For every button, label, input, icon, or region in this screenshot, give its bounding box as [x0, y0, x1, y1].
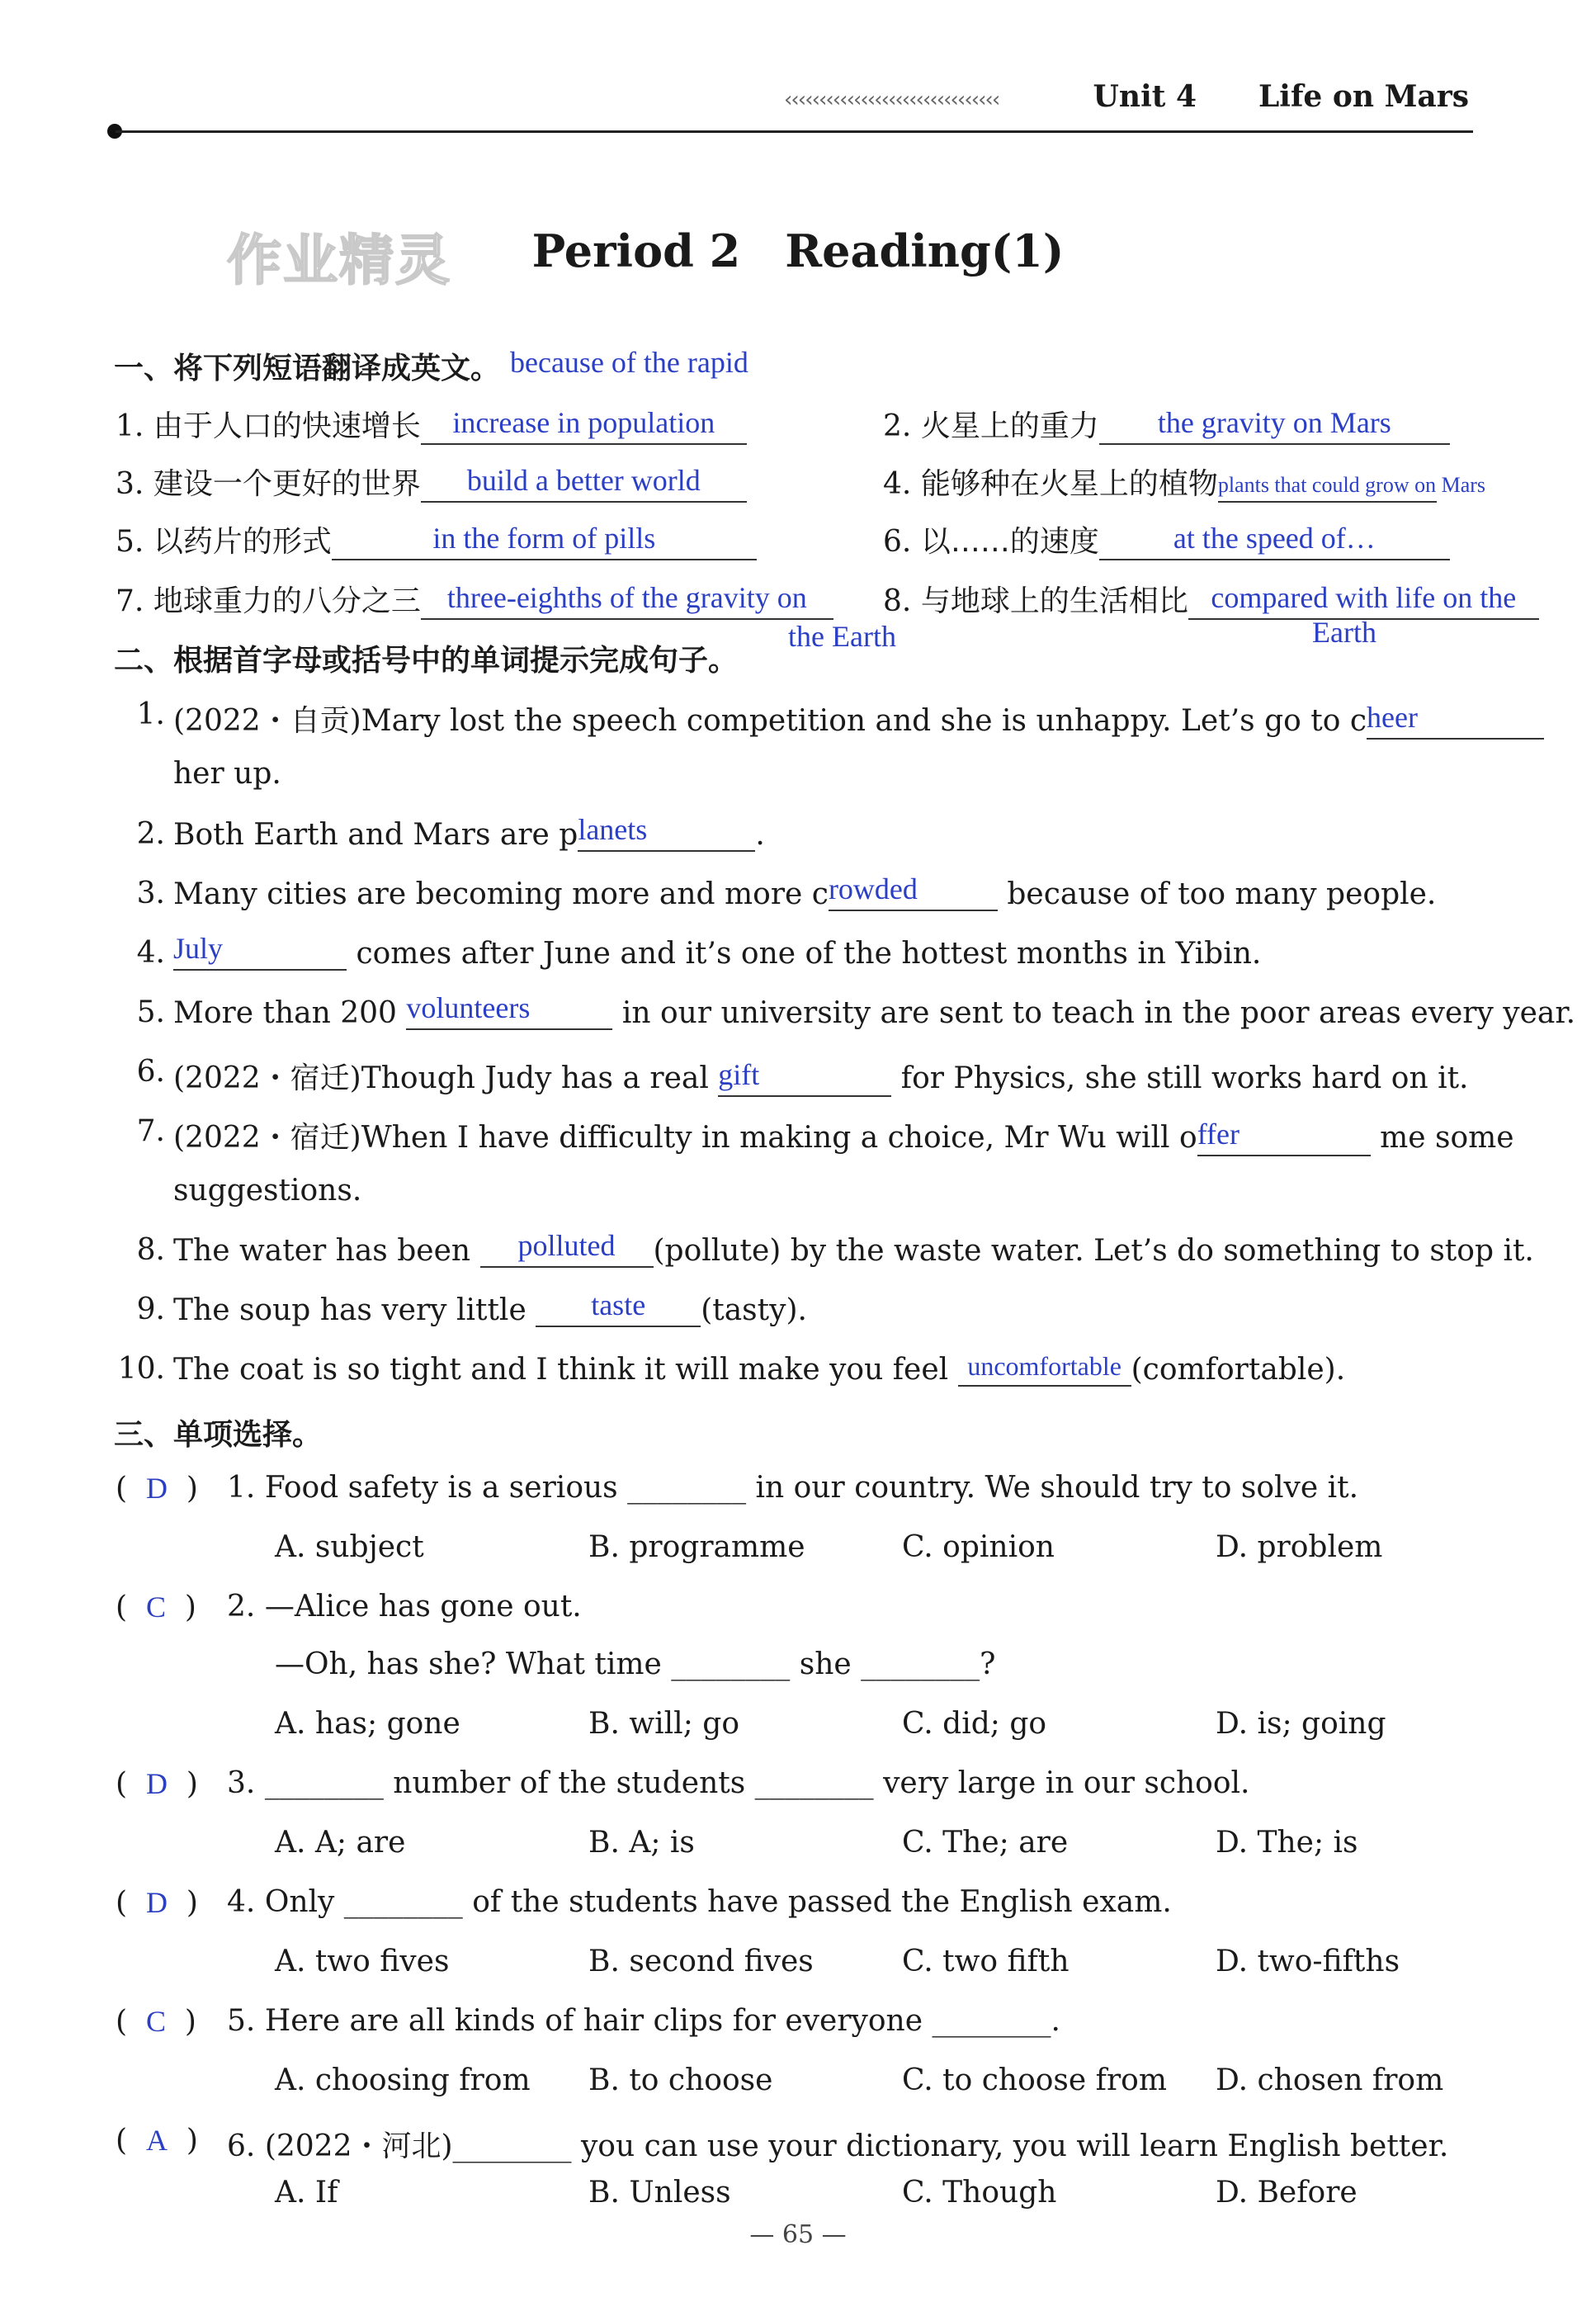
s1-item4-blank[interactable]: plants that could grow on Mars [1218, 468, 1437, 503]
section3-heading: 三、单项选择。 [114, 1418, 323, 1452]
s2-item4-blank[interactable]: July [173, 936, 347, 971]
s3-q1-opt-d[interactable]: D. problem [1216, 1530, 1383, 1564]
s1-item8: 8. 与地球上的生活相比 compared with life on the [883, 578, 1539, 619]
s3-q2-line2: —Oh, has she? What time ________ she ________? [275, 1647, 996, 1681]
s3-q3: 3. ________ number of the students ________ very large in our school. [227, 1766, 1250, 1800]
s3-q5-opt-a[interactable]: A. choosing from [275, 2063, 531, 2097]
s3-q4: 4. Only ________ of the students have passed the English exam. [227, 1885, 1172, 1919]
s3-q5-answer-box[interactable]: ( C ) [116, 2005, 196, 2039]
header-title: Life on Mars [1258, 79, 1469, 114]
s1-item4: 4. 能够种在火星上的植物 plants that could grow on Mars [883, 467, 1486, 501]
header-arrows: ‹‹‹‹‹‹‹‹‹‹‹‹‹‹‹‹‹‹‹‹‹‹‹‹‹‹‹‹‹‹‹ [784, 87, 999, 112]
s1-item7-answer-line2: the Earth [788, 620, 896, 653]
s3-q6: 6. (2022・河北)________ you can use your dictionary, you will learn English better. [227, 2129, 1449, 2163]
s3-q1-answer-box[interactable]: ( D ) [116, 1472, 198, 1505]
s3-q2-answer-box[interactable]: ( C ) [116, 1590, 196, 1624]
s1-item5: 5. 以药片的形式 in the form of pills [116, 518, 757, 560]
s1-item8-answer-line2: Earth [1312, 616, 1376, 649]
s3-q3-opt-c[interactable]: C. The; are [902, 1826, 1069, 1860]
s3-q6-opt-c[interactable]: C. Though [902, 2176, 1057, 2210]
s3-q4-opt-c[interactable]: C. two fifth [902, 1945, 1070, 1978]
s3-q6-answer-box[interactable]: ( A ) [116, 2124, 198, 2158]
s1-item2-blank[interactable]: the gravity on Mars [1099, 410, 1450, 445]
section2-heading: 二、根据首字母或括号中的单词提示完成句子。 [114, 644, 739, 678]
s3-q1-opt-b[interactable]: B. programme [588, 1530, 805, 1564]
s1-item7-blank[interactable]: three-eighths of the gravity on [421, 585, 833, 620]
s2-item9-blank[interactable]: taste [536, 1293, 701, 1327]
s1-item5-blank[interactable]: in the form of pills [332, 526, 757, 560]
s1-item8-blank[interactable]: compared with life on the [1188, 585, 1539, 620]
s3-q3-opt-d[interactable]: D. The; is [1216, 1826, 1358, 1860]
s2-item1-blank[interactable]: heer [1367, 705, 1544, 740]
s2-item7-cont: suggestions. [173, 1174, 362, 1208]
s1-item3-blank[interactable]: build a better world [421, 468, 747, 503]
s2-item1-cont: her up. [173, 757, 281, 791]
page-number: — 65 — [749, 2220, 847, 2249]
running-header [784, 79, 1469, 121]
s3-q5-opt-b[interactable]: B. to choose [588, 2063, 773, 2097]
s3-q2-opt-c[interactable]: C. did; go [902, 1707, 1047, 1741]
s3-q4-opt-b[interactable]: B. second fives [588, 1945, 814, 1978]
s3-q2: 2. —Alice has gone out. [227, 1590, 582, 1624]
s3-q1-opt-a[interactable]: A. subject [275, 1530, 424, 1564]
s3-q4-opt-a[interactable]: A. two fives [275, 1945, 450, 1978]
s2-item6-blank[interactable]: gift [718, 1062, 891, 1097]
s1-item2: 2. 火星上的重力 the gravity on Mars [883, 403, 1450, 444]
s3-q2-opt-b[interactable]: B. will; go [588, 1707, 739, 1741]
header-unit: Unit 4 [1093, 79, 1197, 114]
s2-item10-blank[interactable]: uncomfortable [958, 1352, 1131, 1387]
s3-q6-opt-d[interactable]: D. Before [1216, 2176, 1358, 2210]
s1-item3: 3. 建设一个更好的世界 build a better world [116, 461, 747, 502]
s1-item1-blank[interactable]: increase in population [421, 410, 747, 445]
s2-item5-blank[interactable]: volunteers [406, 995, 612, 1030]
s3-q3-opt-b[interactable]: B. A; is [588, 1826, 695, 1860]
s3-q6-opt-a[interactable]: A. If [275, 2176, 338, 2210]
s3-q2-opt-d[interactable]: D. is; going [1216, 1707, 1386, 1741]
page-title: Period 2 Reading(1) [531, 225, 1065, 277]
s1-item7: 7. 地球重力的八分之三 three-eighths of the gravity on [116, 578, 833, 619]
s3-q1: 1. Food safety is a serious ________ in our country. We should try to solve it. [227, 1471, 1359, 1505]
header-rule [116, 130, 1473, 133]
s3-q4-opt-d[interactable]: D. two-fifths [1216, 1945, 1400, 1978]
s1-item1: 1. 由于人口的快速增长 increase in population [116, 403, 747, 444]
s3-q3-opt-a[interactable]: A. A; are [275, 1826, 406, 1860]
s1-item6-blank[interactable]: at the speed of… [1099, 526, 1450, 560]
s2-item7-blank[interactable]: ffer [1197, 1122, 1371, 1156]
s3-q5-opt-c[interactable]: C. to choose from [902, 2063, 1167, 2097]
s2-item2-blank[interactable]: lanets [578, 817, 755, 852]
s1-item6: 6. 以……的速度 at the speed of… [883, 518, 1450, 560]
s3-q5: 5. Here are all kinds of hair clips for everyone ________. [227, 2004, 1060, 2038]
s3-q3-answer-box[interactable]: ( D ) [116, 1767, 198, 1801]
s3-q4-answer-box[interactable]: ( D ) [116, 1886, 198, 1920]
s1-item1-answer-line1: because of the rapid [510, 346, 748, 379]
s2-item8-blank[interactable]: polluted [480, 1233, 654, 1268]
s3-q2-opt-a[interactable]: A. has; gone [275, 1707, 460, 1741]
s3-q6-opt-b[interactable]: B. Unless [588, 2176, 731, 2210]
section1-heading: 一、将下列短语翻译成英文。 [114, 352, 501, 385]
s2-item3-blank[interactable]: rowded [829, 877, 998, 911]
s3-q5-opt-d[interactable]: D. chosen from [1216, 2063, 1444, 2097]
s3-q1-opt-c[interactable]: C. opinion [902, 1530, 1055, 1564]
watermark-logo: 作业精灵 [227, 229, 451, 292]
